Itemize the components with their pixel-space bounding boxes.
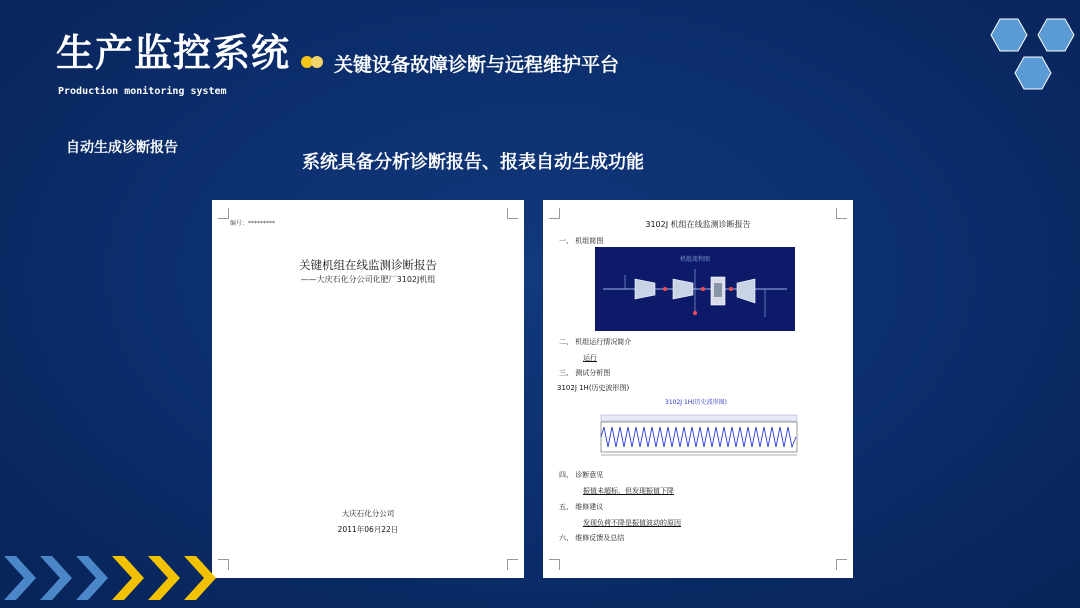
crop-mark bbox=[836, 559, 847, 570]
report-cover-page bbox=[212, 200, 524, 578]
crop-mark bbox=[507, 559, 518, 570]
section-text: 发现负荷不降是振值波动的原因 bbox=[583, 519, 681, 527]
doc-number: 编号：********* bbox=[230, 220, 276, 227]
report-subtitle: ——大庆石化分公司化肥厂3102J机组 bbox=[300, 275, 436, 284]
waveform-chart bbox=[591, 395, 801, 467]
crop-mark bbox=[218, 208, 229, 219]
report-title: 关键机组在线监测诊断报告 bbox=[299, 258, 437, 272]
section-heading: 三、 测试分析图 bbox=[559, 369, 611, 377]
diagram-title: 机组流程图 bbox=[679, 256, 711, 263]
waveform-chart-title: 3102J 1H(历史波形图) bbox=[665, 399, 727, 406]
section-heading: 六、 维修反馈及总结 bbox=[559, 534, 625, 542]
section-heading: 四、 诊断意见 bbox=[559, 471, 604, 479]
chevron-icon bbox=[184, 556, 216, 600]
headline: 系统具备分析诊断报告、报表自动生成功能 bbox=[302, 152, 644, 173]
crop-mark bbox=[836, 208, 847, 219]
hexagon-2 bbox=[1038, 19, 1074, 51]
section-text: 运行 bbox=[583, 354, 597, 362]
crop-mark bbox=[549, 208, 560, 219]
crop-mark bbox=[507, 208, 518, 219]
yellow-dots-icon bbox=[300, 55, 326, 69]
chevron-icon bbox=[148, 556, 180, 600]
section-heading: 一、 机组简图 bbox=[559, 237, 604, 245]
chevron-arrows-decoration bbox=[0, 548, 240, 608]
report-date: 2011年06月22日 bbox=[337, 525, 399, 534]
crop-mark bbox=[549, 559, 560, 570]
report-organization: 大庆石化分公司 bbox=[341, 509, 395, 518]
section-text: 振值未超标，但发现振值下降 bbox=[583, 487, 674, 495]
hexagon-3 bbox=[1015, 57, 1051, 89]
chevron-icon bbox=[40, 556, 72, 600]
chevron-icon bbox=[76, 556, 108, 600]
chevron-icon bbox=[112, 556, 144, 600]
section-heading: 五、 维修建议 bbox=[559, 503, 604, 511]
section-heading: 二、 机组运行情况简介 bbox=[559, 338, 632, 346]
chevron-icon bbox=[4, 556, 36, 600]
english-title: Production monitoring system bbox=[58, 86, 227, 97]
hexagon-1 bbox=[991, 19, 1027, 51]
section-label: 自动生成诊断报告 bbox=[66, 140, 178, 156]
chart-caption: 3102J 1H(历史波形图) bbox=[557, 384, 630, 392]
machine-diagram bbox=[595, 247, 795, 331]
report-body-title: 3102J 机组在线监测诊断报告 bbox=[645, 220, 751, 229]
machine-diagram-graphic bbox=[595, 247, 795, 331]
report-body-page bbox=[543, 200, 853, 578]
page-subtitle: 关键设备故障诊断与远程维护平台 bbox=[334, 54, 620, 76]
page-title: 生产监控系统 bbox=[56, 31, 291, 75]
